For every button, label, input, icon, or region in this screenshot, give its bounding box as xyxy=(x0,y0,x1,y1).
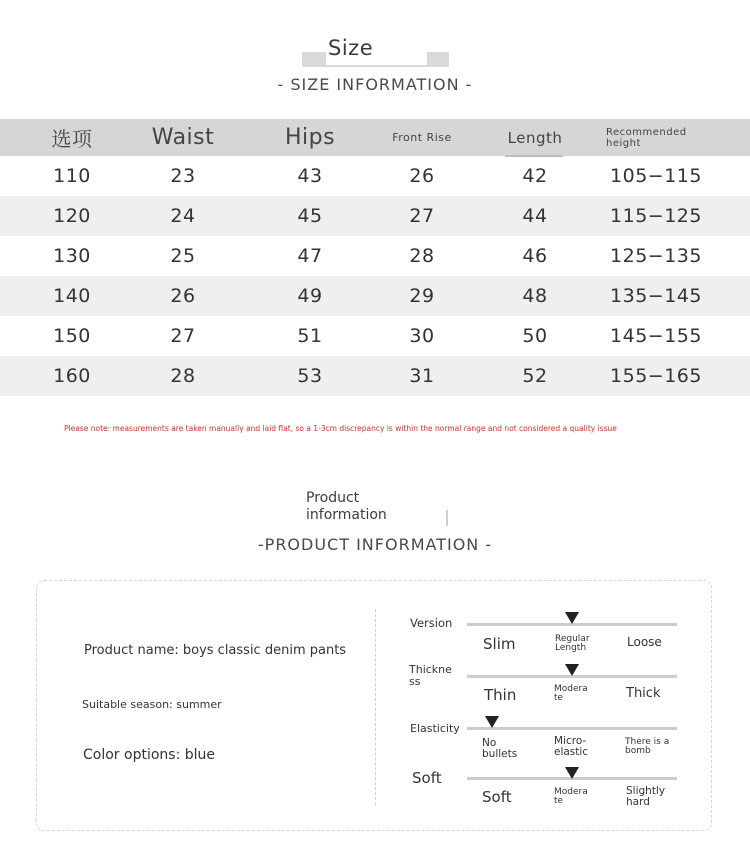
table-cell: 48 xyxy=(522,285,548,307)
table-cell: 42 xyxy=(522,165,548,187)
table-cell: 160 xyxy=(53,365,91,387)
table-cell: 125−135 xyxy=(610,245,702,267)
table-cell: 47 xyxy=(297,245,323,267)
table-cell: 26 xyxy=(409,165,435,187)
attr-option: Moderate xyxy=(554,787,588,806)
header-front-rise: Front Rise xyxy=(392,131,452,144)
table-cell: 51 xyxy=(297,325,323,347)
table-cell: 110 xyxy=(53,165,91,187)
table-cell: 44 xyxy=(522,205,548,227)
selection-marker-icon xyxy=(565,664,579,676)
table-cell: 31 xyxy=(409,365,435,387)
table-cell: 28 xyxy=(409,245,435,267)
table-cell: 115−125 xyxy=(610,205,702,227)
selection-marker-icon xyxy=(485,716,499,728)
table-row xyxy=(0,356,750,396)
table-cell: 150 xyxy=(53,325,91,347)
table-cell: 29 xyxy=(409,285,435,307)
attr-option: Regular Length xyxy=(555,634,590,653)
table-row xyxy=(0,196,750,236)
table-cell: 28 xyxy=(170,365,196,387)
table-cell: 43 xyxy=(297,165,323,187)
attr-option: Soft xyxy=(482,788,512,806)
table-row xyxy=(0,276,750,316)
table-cell: 140 xyxy=(53,285,91,307)
table-cell: 23 xyxy=(170,165,196,187)
table-cell: 27 xyxy=(409,205,435,227)
size-subtitle: - SIZE INFORMATION - xyxy=(277,75,473,94)
table-cell: 50 xyxy=(522,325,548,347)
table-row xyxy=(0,316,750,356)
table-cell: 105−115 xyxy=(610,165,702,187)
size-table xyxy=(0,119,750,396)
header-waist: Waist xyxy=(151,125,215,150)
table-cell: 145−155 xyxy=(610,325,702,347)
product-season: Suitable season: summer xyxy=(82,698,222,711)
attr-option: Slim xyxy=(483,635,516,653)
table-cell: 155−165 xyxy=(610,365,702,387)
attr-option: Moderate xyxy=(554,684,588,703)
header-hips: Hips xyxy=(284,125,336,150)
product-title: Product information xyxy=(306,490,387,523)
attr-option: Loose xyxy=(627,635,662,649)
table-row xyxy=(0,156,750,196)
selection-marker-icon xyxy=(565,767,579,779)
attr-label-elasticity: Elasticity xyxy=(410,722,460,735)
attr-label-thickness: Thickness xyxy=(409,663,452,688)
product-section-header xyxy=(0,488,750,558)
size-section-header xyxy=(0,34,750,94)
header-option: 选项 xyxy=(51,127,93,151)
header-recommended-height: Recommended height xyxy=(606,126,687,149)
table-cell: 30 xyxy=(409,325,435,347)
table-cell: 25 xyxy=(170,245,196,267)
table-cell: 46 xyxy=(522,245,548,267)
title-underline xyxy=(325,65,428,67)
attr-option: There is a bomb xyxy=(625,737,670,756)
table-cell: 130 xyxy=(53,245,91,267)
attr-option: Thin xyxy=(484,686,517,704)
attr-label-version: Version xyxy=(410,616,453,630)
attr-option: No bullets xyxy=(482,737,518,760)
table-cell: 53 xyxy=(297,365,323,387)
attr-option: Slightly hard xyxy=(626,785,666,808)
attr-option: Micro-elastic xyxy=(554,735,589,758)
title-decoration-bar xyxy=(446,510,448,526)
table-cell: 27 xyxy=(170,325,196,347)
attr-option: Thick xyxy=(626,686,661,701)
measurement-note: Please note: measurements are taken manually and laid flat, so a 1-3cm discrepancy is within the normal range and not considered a quality issue xyxy=(64,424,617,433)
table-cell: 49 xyxy=(297,285,323,307)
box-divider xyxy=(375,609,376,805)
table-cell: 120 xyxy=(53,205,91,227)
table-cell: 135−145 xyxy=(610,285,702,307)
product-color-options: Color options: blue xyxy=(83,747,215,763)
table-cell: 24 xyxy=(170,205,196,227)
attr-label-softness: Soft xyxy=(412,769,442,787)
table-row xyxy=(0,236,750,276)
table-cell: 26 xyxy=(170,285,196,307)
title-decoration-right xyxy=(427,52,449,67)
product-subtitle: -PRODUCT INFORMATION - xyxy=(257,535,493,554)
table-cell: 52 xyxy=(522,365,548,387)
selection-marker-icon xyxy=(565,612,579,624)
header-length: Length xyxy=(507,128,563,147)
size-table-header xyxy=(0,119,750,156)
product-name: Product name: boys classic denim pants xyxy=(84,643,347,658)
size-title: Size xyxy=(328,36,374,60)
table-cell: 45 xyxy=(297,205,323,227)
product-info-box xyxy=(36,580,712,831)
title-decoration-left xyxy=(302,52,326,67)
